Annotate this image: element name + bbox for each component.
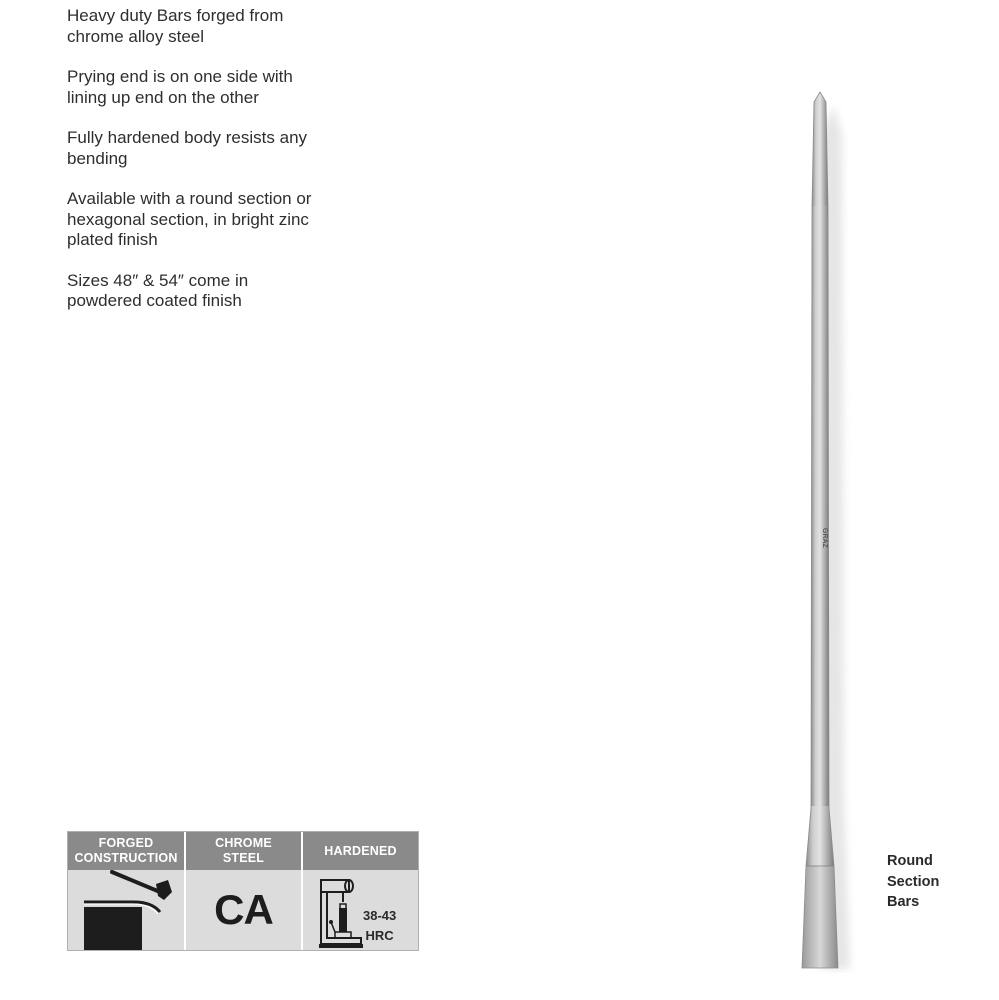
hardened-badge: [303, 832, 418, 950]
hardened-badge-header: [303, 832, 418, 870]
feature-list: [67, 6, 327, 332]
chrome-alloy-mark: CA: [214, 886, 273, 933]
caption-line: Bars: [887, 894, 920, 910]
chrome-steel-badge-header: [186, 832, 301, 870]
forged-badge-line2: CONSTRUCTION: [74, 851, 178, 865]
forged-badge-line1: FORGED: [98, 836, 154, 850]
hammer-anvil-icon: [68, 870, 184, 950]
feature-item: Prying end is on one side with lining up end on the other: [67, 67, 293, 107]
brand-mark: GRAZ: [821, 528, 828, 548]
feature-item: Heavy duty Bars forged from chrome alloy steel: [67, 6, 284, 46]
feature-item: Sizes 48″ & 54″ come in powdered coated finish: [67, 270, 249, 310]
pry-bar-illustration: [790, 88, 860, 973]
hrc-unit: HRC: [365, 928, 394, 943]
product-caption: [887, 851, 939, 913]
chrome-steel-badge-body: [186, 870, 301, 950]
feature-badges: [67, 831, 419, 951]
hardness-rating: [363, 906, 396, 946]
chrome-steel-badge-line2: STEEL: [222, 851, 265, 865]
hrc-range: 38-43: [363, 908, 397, 923]
feature-item: Available with a round section or hexagonal section, in bright zinc plated finish: [67, 189, 312, 249]
chrome-steel-badge-line1: CHROME: [215, 836, 272, 850]
hardened-badge-body: [303, 870, 418, 950]
forged-badge-header: [68, 832, 184, 870]
pry-bar-image: [790, 88, 860, 973]
feature-item: Fully hardened body resists any bending: [67, 128, 308, 168]
forged-badge-body: [68, 870, 184, 950]
hardened-badge-label: HARDENED: [324, 843, 397, 858]
chrome-steel-badge: [186, 832, 303, 950]
caption-line: Round: [887, 853, 933, 869]
caption-line: Section: [887, 873, 940, 890]
forged-badge: [68, 832, 186, 950]
